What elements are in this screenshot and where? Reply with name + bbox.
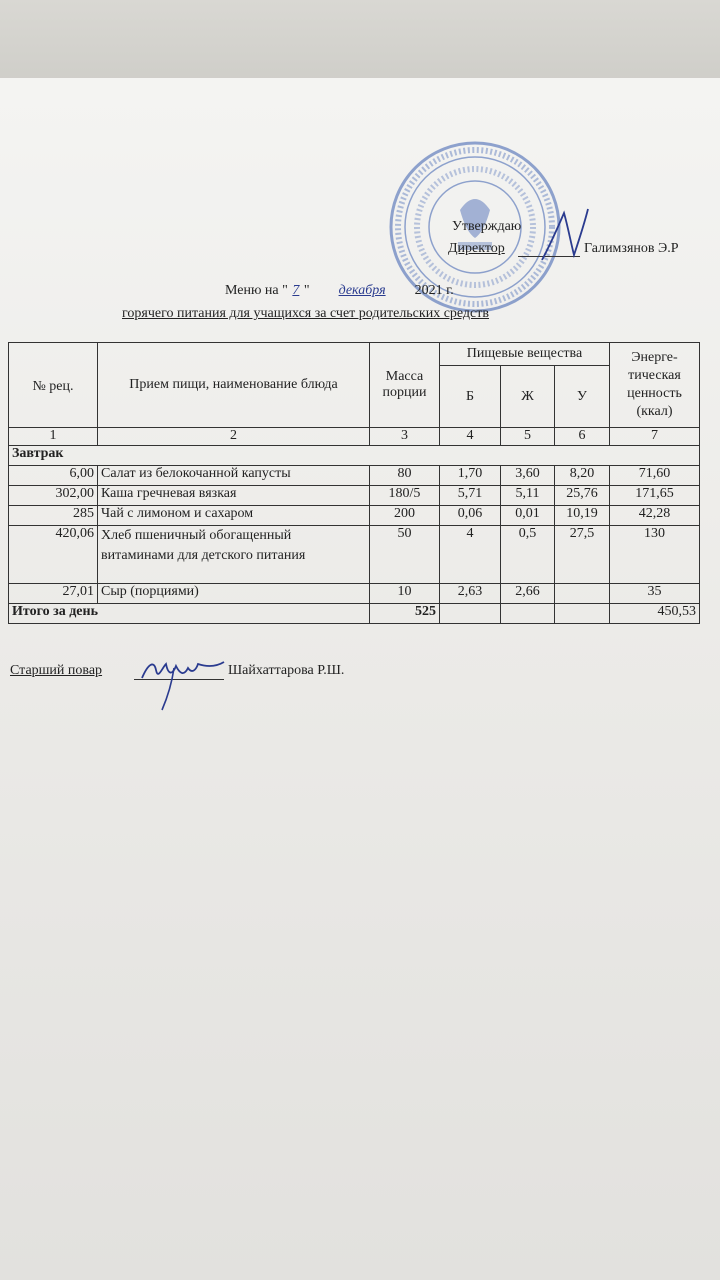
menu-month: декабря xyxy=(338,283,386,298)
total-mass: 525 xyxy=(370,604,440,624)
cell-rec: 285 xyxy=(9,506,98,526)
col-number: 2 xyxy=(98,428,370,446)
cell-mass: 80 xyxy=(370,466,440,486)
cell-dish: Сыр (порциями) xyxy=(98,584,370,604)
cell-kcal: 71,60 xyxy=(610,466,700,486)
cell-rec: 27,01 xyxy=(9,584,98,604)
cell-dish: Каша гречневая вязкая xyxy=(98,486,370,506)
cell-dish: Чай с лимоном и сахаром xyxy=(98,506,370,526)
cell-b: 2,63 xyxy=(440,584,501,604)
col-energy-header: Энерге-тическая ценность (ккал) xyxy=(610,343,700,428)
cell-u: 8,20 xyxy=(555,466,610,486)
cell-kcal: 42,28 xyxy=(610,506,700,526)
cell-zh: 5,11 xyxy=(501,486,555,506)
director-label xyxy=(448,241,505,257)
menu-table xyxy=(8,342,700,624)
director-title: Директор xyxy=(448,241,505,256)
col-number: 3 xyxy=(370,428,440,446)
section-row xyxy=(9,446,700,466)
total-empty xyxy=(555,604,610,624)
approve-label: Утверждаю xyxy=(452,219,522,234)
cell-zh: 3,60 xyxy=(501,466,555,486)
col-dish-header: Прием пищи, наименование блюда xyxy=(98,343,370,428)
cell-dish: Хлеб пшеничный обогащенный витаминами для детского питания xyxy=(98,526,370,584)
total-kcal: 450,53 xyxy=(610,604,700,624)
total-row xyxy=(9,604,700,624)
cell-zh: 0,01 xyxy=(501,506,555,526)
cell-b: 5,71 xyxy=(440,486,501,506)
col-zh-header: Ж xyxy=(501,366,555,428)
cell-u xyxy=(555,584,610,604)
cell-rec: 302,00 xyxy=(9,486,98,506)
col-u-header: У xyxy=(555,366,610,428)
table-row xyxy=(9,486,700,506)
cell-mass: 50 xyxy=(370,526,440,584)
menu-year: 2021 г. xyxy=(414,283,454,298)
menu-subtitle: горячего питания для учащихся за счет родительских средств xyxy=(122,306,490,321)
cell-mass: 180/5 xyxy=(370,486,440,506)
cook-label: Старший повар xyxy=(10,663,103,678)
cell-rec: 420,06 xyxy=(9,526,98,584)
director-signature xyxy=(540,205,590,265)
col-rec-header: № рец. xyxy=(9,343,98,428)
cell-b: 0,06 xyxy=(440,506,501,526)
col-number: 1 xyxy=(9,428,98,446)
table-row xyxy=(9,506,700,526)
cell-u: 10,19 xyxy=(555,506,610,526)
cell-zh: 0,5 xyxy=(501,526,555,584)
menu-quote: " xyxy=(303,283,310,298)
cell-mass: 10 xyxy=(370,584,440,604)
cell-dish: Салат из белокочанной капусты xyxy=(98,466,370,486)
cell-mass: 200 xyxy=(370,506,440,526)
cook-name: Шайхаттарова Р.Ш. xyxy=(228,663,345,678)
col-number: 6 xyxy=(555,428,610,446)
menu-day: 7 xyxy=(292,283,300,298)
director-name: Галимзянов Э.Р xyxy=(584,241,679,256)
total-label: Итого за день xyxy=(9,604,370,624)
cell-u: 25,76 xyxy=(555,486,610,506)
table-row xyxy=(9,466,700,486)
table-header-row xyxy=(9,343,700,366)
cell-kcal: 35 xyxy=(610,584,700,604)
cell-b: 1,70 xyxy=(440,466,501,486)
cell-kcal: 171,65 xyxy=(610,486,700,506)
column-number-row xyxy=(9,428,700,446)
cell-b: 4 xyxy=(440,526,501,584)
col-mass-header: Масса порции xyxy=(370,343,440,428)
cell-kcal: 130 xyxy=(610,526,700,584)
col-number: 7 xyxy=(610,428,700,446)
total-empty xyxy=(501,604,555,624)
total-empty xyxy=(440,604,501,624)
menu-prefix: Меню на " xyxy=(225,283,288,298)
cell-rec: 6,00 xyxy=(9,466,98,486)
col-number: 4 xyxy=(440,428,501,446)
section-title: Завтрак xyxy=(9,446,700,466)
table-row xyxy=(9,526,700,584)
background-wall xyxy=(0,0,720,82)
cell-u: 27,5 xyxy=(555,526,610,584)
cell-zh: 2,66 xyxy=(501,584,555,604)
cook-signature xyxy=(138,650,228,715)
col-number: 5 xyxy=(501,428,555,446)
document-page xyxy=(0,78,720,1280)
col-nutrients-header: Пищевые вещества xyxy=(440,343,610,366)
col-b-header: Б xyxy=(440,366,501,428)
menu-date-line xyxy=(225,283,454,299)
table-row xyxy=(9,584,700,604)
